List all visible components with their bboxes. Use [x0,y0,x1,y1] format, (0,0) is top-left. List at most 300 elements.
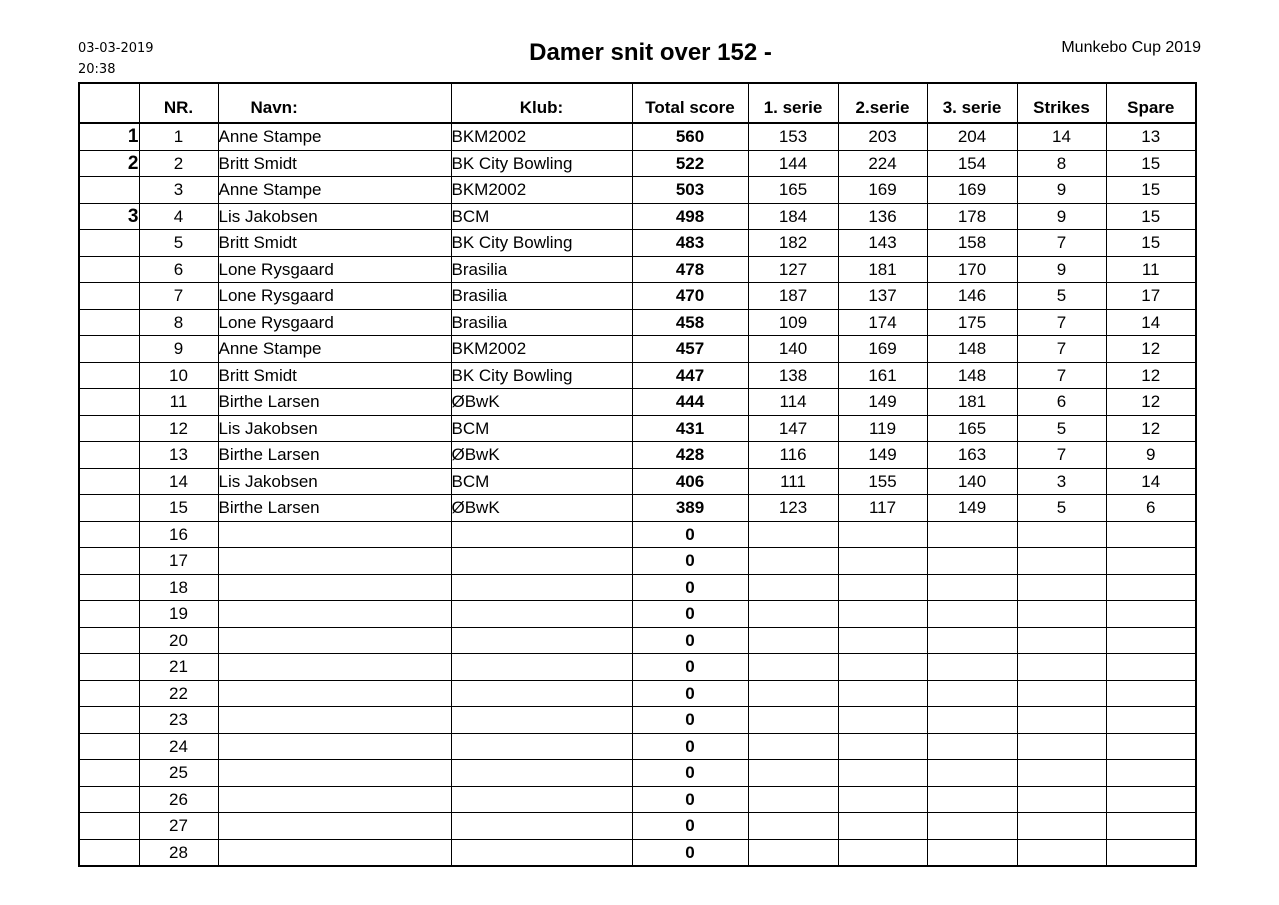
serie-1-cell: 114 [748,389,838,416]
spare-cell [1106,760,1196,787]
serie-2-cell [838,733,927,760]
spare-cell: 15 [1106,230,1196,257]
cup-name: Munkebo Cup 2019 [1061,39,1201,56]
spare-cell [1106,601,1196,628]
serie-1-cell [748,601,838,628]
strikes-cell: 6 [1017,389,1106,416]
name-cell [218,707,451,734]
club-cell: BCM [451,203,632,230]
name-cell [218,680,451,707]
col-header-strikes: Strikes [1017,83,1106,123]
table-row [79,336,1196,363]
serie-3-cell [927,574,1017,601]
serie-2-cell: 137 [838,283,927,310]
serie-1-cell: 147 [748,415,838,442]
serie-1-cell: 187 [748,283,838,310]
club-cell: BK City Bowling [451,230,632,257]
nr-cell: 3 [139,177,218,204]
rank-cell [79,839,139,866]
serie-3-cell: 170 [927,256,1017,283]
table-row [79,548,1196,575]
club-cell: Brasilia [451,309,632,336]
serie-3-cell: 140 [927,468,1017,495]
name-cell [218,786,451,813]
strikes-cell: 9 [1017,177,1106,204]
club-cell [451,680,632,707]
serie-3-cell: 163 [927,442,1017,469]
serie-2-cell [838,707,927,734]
serie-2-cell [838,627,927,654]
nr-cell: 18 [139,574,218,601]
serie-2-cell [838,521,927,548]
rank-cell [79,680,139,707]
serie-3-cell: 175 [927,309,1017,336]
rank-cell [79,230,139,257]
total-score-cell: 0 [632,574,748,601]
serie-1-cell [748,839,838,866]
club-cell [451,733,632,760]
total-score-cell: 447 [632,362,748,389]
serie-3-cell [927,786,1017,813]
table-row [79,415,1196,442]
spare-cell: 12 [1106,362,1196,389]
rank-cell [79,707,139,734]
nr-cell: 22 [139,680,218,707]
total-score-cell: 0 [632,548,748,575]
serie-1-cell: 127 [748,256,838,283]
club-cell [451,654,632,681]
table-row [79,123,1196,150]
total-score-cell: 389 [632,495,748,522]
strikes-cell [1017,839,1106,866]
serie-2-cell [838,654,927,681]
strikes-cell: 7 [1017,336,1106,363]
spare-cell: 12 [1106,415,1196,442]
name-cell: Birthe Larsen [218,442,451,469]
club-cell: BK City Bowling [451,362,632,389]
serie-3-cell [927,601,1017,628]
serie-2-cell: 155 [838,468,927,495]
club-cell [451,839,632,866]
rank-cell [79,362,139,389]
club-cell: BCM [451,415,632,442]
serie-1-cell: 111 [748,468,838,495]
strikes-cell [1017,733,1106,760]
serie-3-cell: 149 [927,495,1017,522]
total-score-cell: 522 [632,150,748,177]
name-cell: Lis Jakobsen [218,468,451,495]
strikes-cell: 7 [1017,442,1106,469]
serie-1-cell: 123 [748,495,838,522]
club-cell [451,521,632,548]
rank-cell [79,601,139,628]
total-score-cell: 560 [632,123,748,150]
serie-3-cell: 181 [927,389,1017,416]
nr-cell: 8 [139,309,218,336]
name-cell: Britt Smidt [218,150,451,177]
table-row [79,150,1196,177]
serie-3-cell: 165 [927,415,1017,442]
serie-1-cell: 138 [748,362,838,389]
serie-2-cell [838,574,927,601]
serie-1-cell [748,813,838,840]
strikes-cell [1017,707,1106,734]
serie-3-cell: 158 [927,230,1017,257]
name-cell: Lone Rysgaard [218,309,451,336]
table-row [79,442,1196,469]
name-cell [218,654,451,681]
rank-cell [79,389,139,416]
table-row [79,760,1196,787]
serie-2-cell: 203 [838,123,927,150]
rank-cell [79,627,139,654]
serie-2-cell [838,601,927,628]
serie-1-cell [748,707,838,734]
total-score-cell: 0 [632,654,748,681]
rank-cell [79,415,139,442]
table-row [79,203,1196,230]
serie-3-cell: 204 [927,123,1017,150]
rank-cell [79,256,139,283]
serie-2-cell [838,760,927,787]
serie-1-cell [748,654,838,681]
club-cell: BK City Bowling [451,150,632,177]
total-score-cell: 0 [632,680,748,707]
table-row [79,839,1196,866]
table-row [79,627,1196,654]
rank-cell [79,654,139,681]
spare-cell: 15 [1106,177,1196,204]
serie-1-cell [748,521,838,548]
serie-3-cell: 154 [927,150,1017,177]
serie-3-cell [927,548,1017,575]
serie-3-cell [927,733,1017,760]
name-cell: Birthe Larsen [218,495,451,522]
col-header-place [79,83,139,123]
spare-cell [1106,813,1196,840]
serie-1-cell [748,786,838,813]
rank-cell: 2 [79,150,139,177]
strikes-cell: 8 [1017,150,1106,177]
rank-cell: 1 [79,123,139,150]
name-cell: Lis Jakobsen [218,203,451,230]
total-score-cell: 0 [632,813,748,840]
strikes-cell [1017,813,1106,840]
serie-1-cell: 116 [748,442,838,469]
total-score-cell: 0 [632,521,748,548]
table-row [79,495,1196,522]
print-time: 20:38 [78,62,116,77]
table-row [79,309,1196,336]
total-score-cell: 0 [632,786,748,813]
rank-cell: 3 [79,203,139,230]
strikes-cell: 9 [1017,203,1106,230]
club-cell: ØBwK [451,389,632,416]
nr-cell: 11 [139,389,218,416]
serie-3-cell: 146 [927,283,1017,310]
nr-cell: 21 [139,654,218,681]
nr-cell: 7 [139,283,218,310]
serie-1-cell: 165 [748,177,838,204]
name-cell [218,548,451,575]
strikes-cell [1017,680,1106,707]
name-cell [218,760,451,787]
spare-cell: 13 [1106,123,1196,150]
club-cell: BKM2002 [451,123,632,150]
serie-3-cell [927,680,1017,707]
nr-cell: 26 [139,786,218,813]
nr-cell: 19 [139,601,218,628]
table-row [79,680,1196,707]
nr-cell: 5 [139,230,218,257]
strikes-cell [1017,548,1106,575]
spare-cell [1106,786,1196,813]
total-score-cell: 503 [632,177,748,204]
col-header-spare: Spare [1106,83,1196,123]
rank-cell [79,574,139,601]
table-row [79,733,1196,760]
club-cell [451,574,632,601]
strikes-cell: 5 [1017,415,1106,442]
rank-cell [79,548,139,575]
rank-cell [79,495,139,522]
strikes-cell: 5 [1017,283,1106,310]
rank-cell [79,468,139,495]
rank-cell [79,813,139,840]
spare-cell [1106,733,1196,760]
serie-2-cell [838,548,927,575]
spare-cell [1106,574,1196,601]
nr-cell: 23 [139,707,218,734]
table-row [79,283,1196,310]
table-row [79,813,1196,840]
spare-cell [1106,680,1196,707]
club-cell [451,707,632,734]
club-cell: BCM [451,468,632,495]
club-cell: Brasilia [451,283,632,310]
serie-2-cell [838,813,927,840]
table-row [79,230,1196,257]
serie-1-cell: 184 [748,203,838,230]
serie-2-cell: 169 [838,336,927,363]
strikes-cell [1017,627,1106,654]
total-score-cell: 0 [632,707,748,734]
name-cell [218,627,451,654]
serie-1-cell [748,574,838,601]
club-cell [451,813,632,840]
spare-cell [1106,548,1196,575]
name-cell: Lone Rysgaard [218,256,451,283]
serie-2-cell: 181 [838,256,927,283]
name-cell: Birthe Larsen [218,389,451,416]
serie-3-cell [927,654,1017,681]
print-date: 03-03-2019 [78,41,154,56]
strikes-cell: 3 [1017,468,1106,495]
name-cell: Britt Smidt [218,362,451,389]
strikes-cell: 7 [1017,230,1106,257]
total-score-cell: 428 [632,442,748,469]
table-row [79,362,1196,389]
club-cell: ØBwK [451,495,632,522]
name-cell [218,813,451,840]
spare-cell [1106,707,1196,734]
serie-2-cell: 143 [838,230,927,257]
spare-cell: 14 [1106,309,1196,336]
spare-cell [1106,521,1196,548]
name-cell: Lis Jakobsen [218,415,451,442]
name-cell [218,521,451,548]
serie-2-cell: 117 [838,495,927,522]
strikes-cell: 7 [1017,309,1106,336]
serie-3-cell: 148 [927,336,1017,363]
club-cell [451,627,632,654]
strikes-cell: 7 [1017,362,1106,389]
nr-cell: 20 [139,627,218,654]
serie-3-cell: 178 [927,203,1017,230]
serie-2-cell: 161 [838,362,927,389]
results-body [79,123,1196,866]
serie-1-cell: 153 [748,123,838,150]
serie-3-cell: 148 [927,362,1017,389]
name-cell: Anne Stampe [218,177,451,204]
total-score-cell: 431 [632,415,748,442]
club-cell: BKM2002 [451,177,632,204]
name-cell [218,601,451,628]
page-title-text: Damer snit over 152 - [529,39,772,66]
total-score-cell: 0 [632,733,748,760]
serie-2-cell: 174 [838,309,927,336]
serie-3-cell [927,707,1017,734]
total-score-cell: 478 [632,256,748,283]
spare-cell [1106,654,1196,681]
spare-cell [1106,627,1196,654]
table-row [79,654,1196,681]
table-row [79,601,1196,628]
strikes-cell [1017,654,1106,681]
total-score-cell: 470 [632,283,748,310]
table-row [79,786,1196,813]
rank-cell [79,521,139,548]
col-header-club: Klub: [451,83,632,123]
nr-cell: 6 [139,256,218,283]
rank-cell [79,309,139,336]
serie-1-cell [748,627,838,654]
nr-cell: 4 [139,203,218,230]
rank-cell [79,177,139,204]
table-row [79,177,1196,204]
spare-cell: 9 [1106,442,1196,469]
serie-1-cell: 140 [748,336,838,363]
rank-cell [79,733,139,760]
rank-cell [79,760,139,787]
serie-1-cell: 182 [748,230,838,257]
club-cell [451,786,632,813]
rank-cell [79,336,139,363]
spare-cell [1106,839,1196,866]
club-cell [451,548,632,575]
spare-cell: 12 [1106,389,1196,416]
table-row [79,574,1196,601]
serie-2-cell [838,786,927,813]
strikes-cell [1017,786,1106,813]
table-row [79,389,1196,416]
total-score-cell: 0 [632,627,748,654]
serie-3-cell: 169 [927,177,1017,204]
name-cell [218,839,451,866]
nr-cell: 13 [139,442,218,469]
table-row [79,256,1196,283]
serie-1-cell [748,680,838,707]
results-table [78,82,1197,867]
nr-cell: 10 [139,362,218,389]
serie-1-cell: 109 [748,309,838,336]
nr-cell: 16 [139,521,218,548]
club-cell [451,601,632,628]
serie-2-cell: 119 [838,415,927,442]
serie-1-cell [748,733,838,760]
spare-cell: 15 [1106,150,1196,177]
serie-1-cell: 144 [748,150,838,177]
serie-1-cell [748,760,838,787]
name-cell [218,574,451,601]
serie-2-cell: 224 [838,150,927,177]
table-row [79,468,1196,495]
spare-cell: 11 [1106,256,1196,283]
serie-1-cell [748,548,838,575]
nr-cell: 24 [139,733,218,760]
club-cell: BKM2002 [451,336,632,363]
table-header-row [79,83,1196,123]
col-header-serie-3: 3. serie [927,83,1017,123]
nr-cell: 25 [139,760,218,787]
serie-2-cell: 169 [838,177,927,204]
rank-cell [79,442,139,469]
strikes-cell: 14 [1017,123,1106,150]
total-score-cell: 483 [632,230,748,257]
serie-3-cell [927,521,1017,548]
total-score-cell: 444 [632,389,748,416]
spare-cell: 6 [1106,495,1196,522]
table-row [79,521,1196,548]
total-score-cell: 0 [632,760,748,787]
col-header-nr: NR. [139,83,218,123]
name-cell: Britt Smidt [218,230,451,257]
club-cell: Brasilia [451,256,632,283]
name-cell: Lone Rysgaard [218,283,451,310]
table-row [79,707,1196,734]
serie-3-cell [927,813,1017,840]
club-cell: ØBwK [451,442,632,469]
rank-cell [79,786,139,813]
total-score-cell: 458 [632,309,748,336]
spare-cell: 17 [1106,283,1196,310]
total-score-cell: 498 [632,203,748,230]
nr-cell: 17 [139,548,218,575]
spare-cell: 14 [1106,468,1196,495]
nr-cell: 14 [139,468,218,495]
serie-3-cell [927,627,1017,654]
serie-3-cell [927,760,1017,787]
nr-cell: 2 [139,150,218,177]
strikes-cell [1017,521,1106,548]
col-header-name: Navn: [218,83,451,123]
name-cell [218,733,451,760]
serie-2-cell: 149 [838,389,927,416]
nr-cell: 12 [139,415,218,442]
nr-cell: 27 [139,813,218,840]
nr-cell: 1 [139,123,218,150]
total-score-cell: 406 [632,468,748,495]
